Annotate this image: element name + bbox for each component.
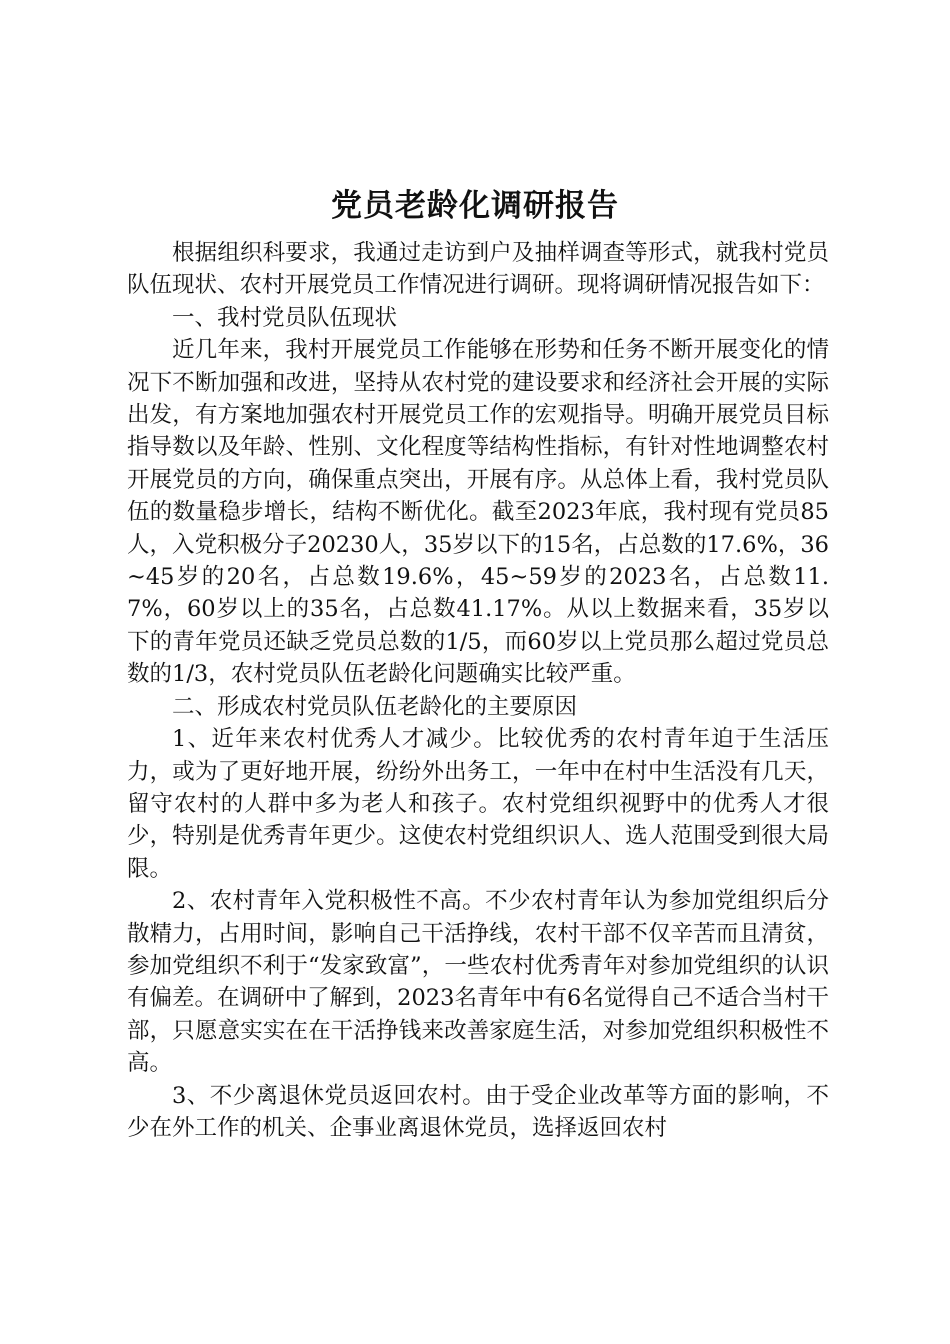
paragraph-reason-2: 2、农村青年入党积极性不高。不少农村青年认为参加党组织后分散精力，占用时间，影响自己干活挣线，农村干部不仅辛苦而且清贫，参加党组织不利于“发家致富”，一些农村优秀青年对参加党组织的认识有偏差。在调研中了解到，2023名青年中有6名觉得自己不适合当村干部，只愿意实实在在干活挣钱来改善家庭生活，对参加党组织积极性不高。 — [127, 888, 829, 1077]
paragraph-reason-1: 1、近年来农村优秀人才减少。比较优秀的农村青年迫于生活压力，或为了更好地开展，纷纷外出务工，一年中在村中生活没有几天，留守农村的人群中多为老人和孩子。农村党组织视野中的优秀人才很少，特别是优秀青年更少。这使农村党组织识人、选人范围受到很大局限。 — [127, 726, 829, 882]
document-body — [127, 237, 829, 1144]
heading-section-1: 一、我村党员队伍现状 — [172, 304, 398, 331]
paragraph-intro: 根据组织科要求，我通过走访到户及抽样调查等形式，就我村党员队伍现状、农村开展党员工作情况进行调研。现将调研情况报告如下： — [127, 240, 829, 299]
document-title: 党员老龄化调研报告 — [331, 188, 619, 224]
heading-section-2: 二、形成农村党员队伍老龄化的主要原因 — [172, 693, 578, 720]
paragraph-reason-3: 3、不少离退休党员返回农村。由于受企业改革等方面的影响，不少在外工作的机关、企事业离退休党员，选择返回农村 — [127, 1082, 829, 1141]
paragraph-status: 近几年来，我村开展党员工作能够在形势和任务不断开展变化的情况下不断加强和改进，坚持从农村党的建设要求和经济社会开展的实际出发，有方案地加强农村开展党员工作的宏观指导。明确开展党员目标指导数以及年龄、性别、文化程度等结构性指标，有针对性地调整农村开展党员的方向，确保重点突出，开展有序。从总体上看，我村党员队伍的数量稳步增长，结构不断优化。截至2023年底，我村现有党员85人，入党积极分子20230人，35岁以下的15名，占总数的17.6%，36~45岁的20名，占总数19.6%，45~59岁的2023名，占总数11.7%，60岁以上的35名，占总数41.17%。从以上数据来看，35岁以下的青年党员还缺乏党员总数的1/5，而60岁以上党员那么超过党员总数的1/3，农村党员队伍老龄化问题确实比较严重。 — [127, 337, 829, 688]
